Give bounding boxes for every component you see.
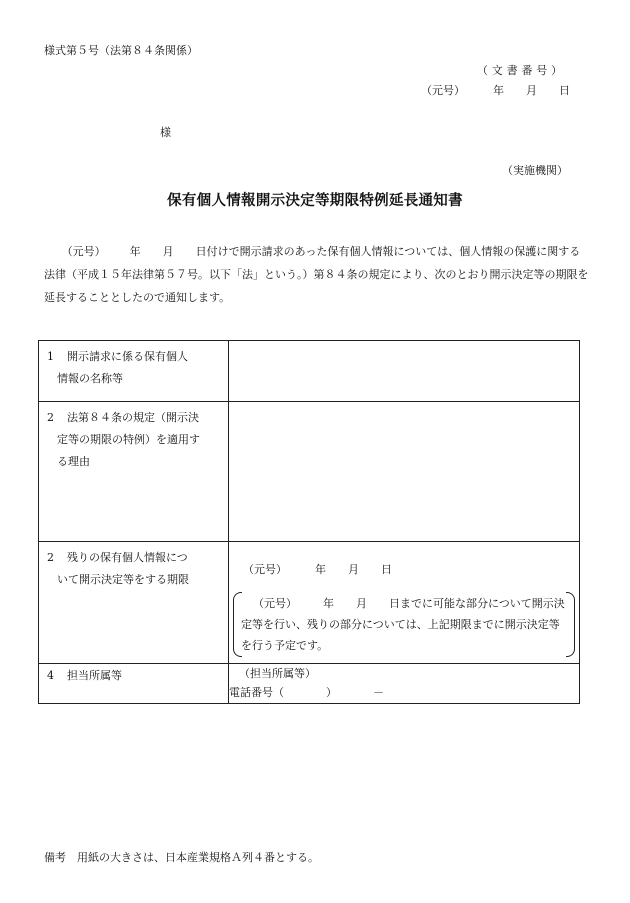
table-row: [39, 663, 580, 703]
notice-table: [38, 340, 580, 704]
right-bracket: [566, 592, 575, 657]
date-day: 日: [559, 84, 570, 97]
phone-close: ）: [326, 685, 337, 699]
row3-label-a: 残りの保有個人情報につ: [67, 551, 188, 564]
row3-label-b: いて開示決定等をする期限: [57, 573, 189, 586]
row4-value[interactable]: [229, 663, 580, 703]
table-row: [39, 402, 580, 542]
row2-label: [39, 402, 229, 542]
row4-label: [39, 663, 229, 703]
deadline-date: [229, 542, 579, 578]
issuer: （実施機関）: [502, 164, 568, 177]
row2-value[interactable]: [229, 402, 580, 542]
row4-label-text: 担当所属等: [67, 668, 122, 682]
partial-disclosure-note: [233, 592, 575, 657]
deadline-day: 日: [381, 563, 392, 576]
row2-number: 2: [47, 411, 54, 424]
form-number: 様式第５号（法第８４条関係）: [44, 44, 198, 57]
date-month: 月: [526, 84, 537, 97]
intro-paragraph: [44, 240, 589, 309]
row3-number: 2: [47, 551, 54, 564]
row1-label-b: 情報の名称等: [57, 372, 123, 385]
phone-number: [229, 683, 579, 702]
date-year: 年: [493, 84, 504, 97]
row2-label-a: 法第８４条の規定（開示決: [67, 411, 199, 424]
row3-label: [39, 542, 229, 664]
deadline-era: （元号）: [243, 563, 287, 576]
note-month: 月: [356, 596, 367, 610]
department-label: （担当所属等）: [239, 666, 316, 680]
table-row: [39, 542, 580, 664]
row1-number: 1: [47, 350, 54, 363]
page-title: 保有個人情報開示決定等期限特例延長通知書: [167, 192, 463, 209]
phone-dash: －: [373, 685, 384, 699]
intro-month: 月: [162, 245, 174, 258]
document-number: （文書番号）: [476, 64, 566, 77]
row1-label: [39, 341, 229, 402]
deadline-year: 年: [315, 563, 326, 576]
intro-year: 年: [129, 245, 141, 258]
table-row: [39, 341, 580, 402]
addressee-suffix: 様: [160, 126, 171, 139]
intro-era: （元号）: [61, 245, 106, 258]
left-bracket: [233, 592, 242, 657]
intro-body: 日付けで開示請求のあった保有個人情報については、個人情報の保護に関する法律（平成１５年法律第５７号。以下「法」という。）第８４条の規定により、次のとおり開示決定等の期限を延長することとしたので通知します。: [44, 245, 589, 304]
note-era: （元号）: [253, 596, 297, 610]
row1-value[interactable]: [229, 341, 580, 402]
date-era: （元号）: [421, 84, 465, 97]
footnote: 備考 用紙の大きさは、日本産業規格Ａ列４番とする。: [44, 851, 319, 864]
issue-date: [421, 84, 570, 99]
note-year: 年: [323, 596, 334, 610]
row1-label-a: 開示請求に係る保有個人: [67, 350, 188, 363]
row2-label-c: る理由: [57, 455, 90, 468]
row2-label-b: 定等の期限の特例）を適用す: [57, 433, 200, 446]
row4-number: 4: [47, 668, 54, 682]
row3-value[interactable]: [229, 542, 580, 664]
deadline-month: 月: [348, 563, 359, 576]
phone-label: 電話番号（: [229, 685, 284, 699]
note-body: 日までに可能な部分について開示決定等を行い、残りの部分については、上記期限までに開示決定等を行う予定です。: [241, 596, 565, 652]
